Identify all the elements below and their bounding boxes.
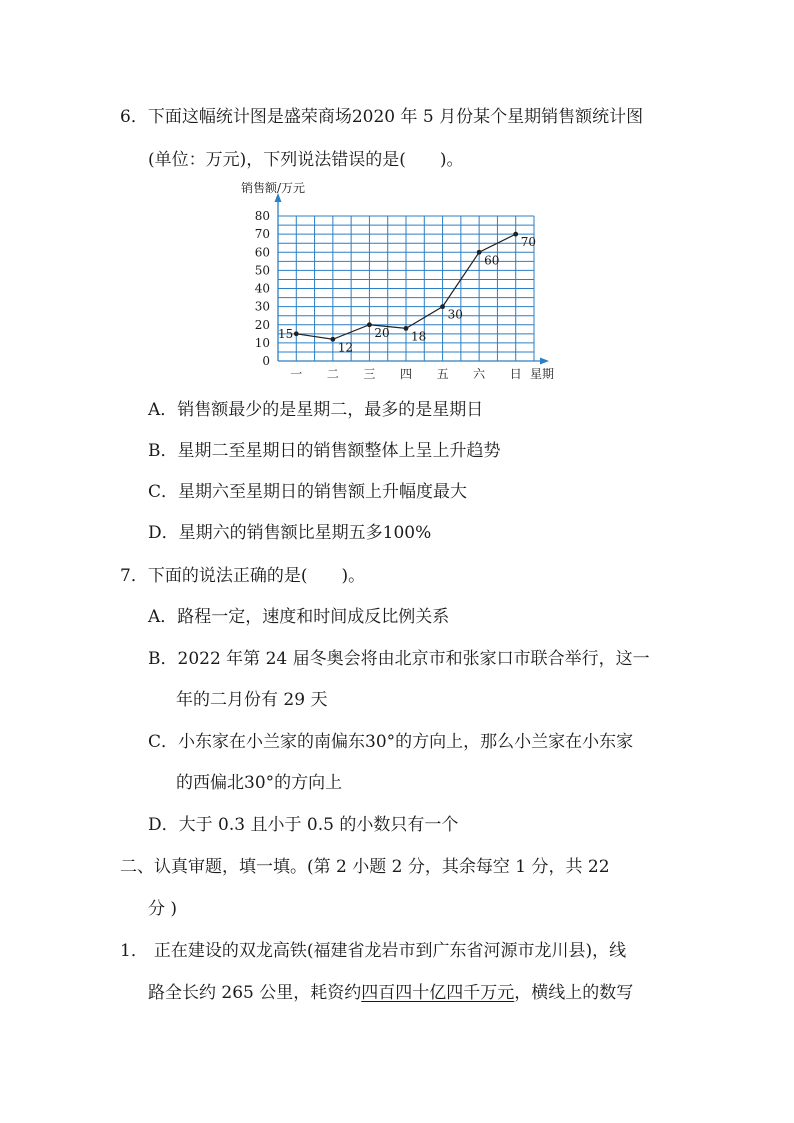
option-text: 2022 年第 24 届冬奥会将由北京市和张家口市联合举行，这一 [177, 649, 650, 669]
y-tick-label: 0 [262, 354, 270, 368]
q6-stem-line-1 [120, 106, 643, 128]
option-text: 销售额最少的是星期二，最多的是星期日 [177, 400, 484, 420]
q7-option-d[interactable] [148, 814, 458, 836]
chart-x-ticks [290, 367, 521, 381]
data-point [440, 304, 445, 309]
chart-x-label: 星期 [530, 367, 555, 381]
q7-number: 7． [120, 566, 148, 586]
y-tick-label: 30 [254, 299, 270, 314]
option-text: 星期六至星期日的销售额上升幅度最大 [178, 482, 468, 502]
x-tick-label: 二 [326, 367, 339, 381]
data-label: 60 [484, 253, 500, 268]
q1-text-2a: 路全长约 265 公里，耗资约 [148, 983, 362, 1003]
option-label: B． [148, 441, 178, 461]
section-2-title: 二、认真审题，填一填。(第 2 小题 2 分，其余每空 1 分，共 22 [120, 857, 610, 877]
q6-number: 6． [120, 107, 148, 127]
option-label: A． [148, 607, 178, 627]
q7-option-c[interactable] [148, 731, 633, 753]
section-2-title-cont: 分 ) [148, 899, 178, 919]
q7-option-a[interactable] [148, 606, 449, 628]
x-tick-label: 六 [473, 367, 486, 381]
chart-y-ticks [255, 209, 270, 368]
q6-option-c[interactable] [148, 481, 467, 503]
option-text: 路程一定，速度和时间成反比例关系 [177, 607, 450, 627]
data-label: 30 [447, 307, 463, 322]
data-point [330, 337, 335, 342]
q1-text-2b: ，横线上的数写 [514, 983, 634, 1003]
q6-option-d[interactable] [148, 522, 431, 544]
q1-line-1 [120, 940, 626, 962]
q6-stem-text-1: 下面这幅统计图是盛荣商场2020 年 5 月份某个星期销售额统计图 [147, 107, 644, 127]
x-tick-label: 日 [509, 367, 522, 381]
q1-line-2 [148, 982, 633, 1004]
option-label: D． [148, 523, 179, 543]
option-text: 小东家在小兰家的南偏东30°的方向上，那么小兰家在小东家 [178, 732, 634, 752]
option-label: C． [148, 732, 179, 752]
x-tick-label: 三 [363, 367, 376, 381]
option-text: 星期二至星期日的销售额整体上呈上升趋势 [177, 441, 501, 461]
data-point [367, 322, 372, 327]
option-label: C． [148, 482, 179, 502]
chart-y-label: 销售额/万元 [241, 181, 306, 195]
y-tick-label: 60 [254, 245, 270, 260]
option-text: 星期六的销售额比星期五多100% [178, 523, 432, 543]
q7-option-b-cont: 年的二月份有 29 天 [176, 690, 328, 710]
option-label: A． [148, 400, 178, 420]
q7-option-b[interactable] [148, 648, 650, 670]
chart-grid [278, 216, 534, 361]
data-label: 18 [411, 329, 427, 344]
q1-number: 1． [120, 941, 148, 961]
y-tick-label: 10 [254, 335, 270, 350]
data-point [404, 326, 409, 331]
x-tick-label: 一 [290, 367, 303, 381]
q1-underlined-number: 四百四十亿四千万元 [361, 983, 515, 1003]
data-label: 20 [374, 325, 390, 340]
data-point [513, 232, 518, 237]
q6-option-b[interactable] [148, 440, 501, 462]
data-label: 70 [520, 235, 536, 250]
option-label: D． [148, 815, 179, 835]
data-point [477, 250, 482, 255]
q7-option-c-cont: 的西偏北30°的方向上 [176, 773, 343, 793]
data-label: 12 [337, 340, 354, 355]
option-label: B． [148, 649, 178, 669]
y-tick-label: 20 [254, 317, 270, 332]
q6-option-a[interactable] [148, 399, 483, 421]
x-tick-label: 五 [436, 367, 449, 381]
q1-text-1: 正在建设的双龙高铁(福建省龙岩市到广东省河源市龙川县)，线 [153, 941, 627, 961]
y-tick-label: 50 [254, 263, 270, 278]
option-text: 大于 0.3 且小于 0.5 的小数只有一个 [178, 815, 459, 835]
data-point [294, 331, 299, 336]
q7-stem [120, 565, 365, 587]
data-label: 15 [278, 326, 294, 341]
y-tick-label: 70 [254, 227, 270, 242]
q6-stem-line-2: (单位：万元)，下列说法错误的是( )。 [148, 150, 464, 170]
sales-line-chart [238, 180, 568, 385]
y-tick-label: 40 [254, 281, 270, 296]
x-axis-arrow-icon [540, 358, 549, 365]
q7-stem-text: 下面的说法正确的是( )。 [147, 566, 366, 586]
y-tick-label: 80 [254, 209, 270, 223]
x-tick-label: 四 [399, 367, 413, 381]
